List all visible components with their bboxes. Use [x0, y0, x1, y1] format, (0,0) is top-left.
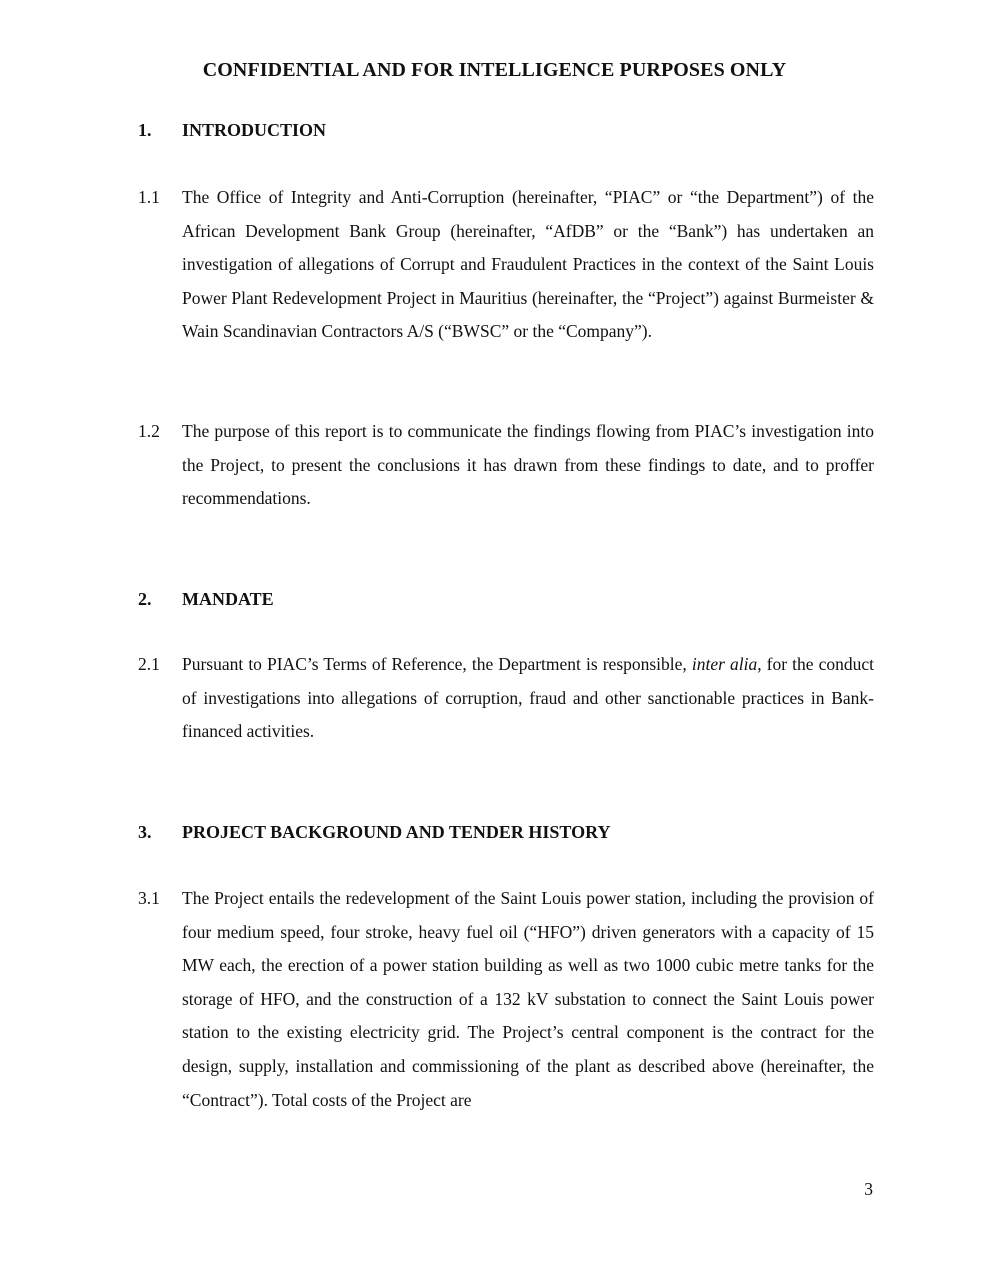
section-heading-project-background — [138, 820, 610, 844]
section-title: INTRODUCTION — [182, 120, 327, 140]
paragraph-1-2 — [138, 415, 874, 516]
paragraph-text-start: Pursuant to PIAC’s Terms of Reference, the Department is responsible, — [182, 654, 692, 674]
paragraph-number: 1.1 — [138, 187, 160, 207]
confidentiality-banner: CONFIDENTIAL AND FOR INTELLIGENCE PURPOSES ONLY — [202, 59, 787, 81]
section-heading-introduction — [138, 118, 326, 142]
paragraph-text: The Project entails the redevelopment of the Saint Louis power station, including the provision of four medium speed, four stroke, heavy fuel oil (“HFO”) driven generators with a capacity of 15 MW each, the erection of a power station building as well as two 1000 cubic metre tanks for the storage of HFO, and the construction of a 132 kV substation to connect the Saint Louis power station to the existing electricity grid. The Project’s central component is the contract for the design, supply, installation and commissioning of the plant as described above (hereinafter, the “Contract”). Total costs of the Project are — [182, 888, 874, 1110]
paragraph-number: 3.1 — [138, 888, 160, 908]
paragraph-text: The purpose of this report is to communicate the findings flowing from PIAC’s investigation into the Project, to present the conclusions it has drawn from these findings to date, and to proffer recommendations. — [182, 421, 874, 509]
section-title: MANDATE — [182, 589, 274, 609]
paragraph-2-1 — [138, 648, 874, 749]
paragraph-number: 1.2 — [138, 421, 160, 441]
section-title: PROJECT BACKGROUND AND TENDER HISTORY — [182, 822, 611, 842]
latin-term-inter-alia: inter alia — [691, 654, 758, 674]
section-heading-mandate — [138, 587, 274, 611]
section-number: 1. — [138, 120, 152, 140]
paragraph-text-end: , for the conduct of investigations into allegations of corruption, fraud and other sanctionable practices in Bank-financed activities. — [182, 654, 874, 742]
page-number: 3 — [864, 1179, 873, 1199]
paragraph-number: 2.1 — [138, 654, 160, 674]
section-number: 2. — [138, 589, 152, 609]
paragraph-3-1 — [138, 882, 874, 1117]
paragraph-1-1 — [138, 181, 874, 349]
section-number: 3. — [138, 822, 152, 842]
paragraph-text: The Office of Integrity and Anti-Corruption (hereinafter, “PIAC” or “the Department”) of the African Development Bank Group (hereinafter, “AfDB” or the “Bank”) has undertaken an investigation of allegations of Corrupt and Fraudulent Practices in the context of the Saint Louis Power Plant Redevelopment Project in Mauritius (hereinafter, the “Project”) against Burmeister & Wain Scandinavian Contractors A/S (“BWSC” or the “Company”). — [182, 187, 874, 342]
paragraph-text — [182, 648, 874, 749]
